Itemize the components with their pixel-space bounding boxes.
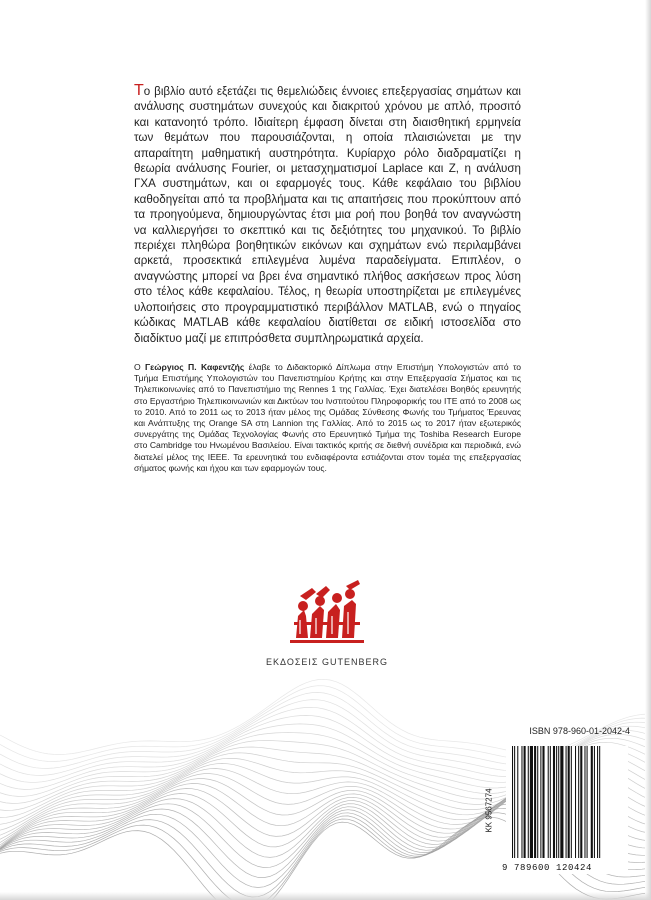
barcode-bar — [578, 746, 579, 858]
bottom-edge-shadow — [0, 892, 651, 900]
barcode-bar — [560, 746, 563, 858]
printing-press-emblem-icon — [286, 576, 368, 644]
barcode-bar — [528, 746, 529, 858]
barcode-bar — [568, 746, 570, 858]
barcode-bar — [558, 746, 559, 858]
barcode-bar — [542, 746, 544, 858]
barcode-bar — [571, 746, 572, 858]
barcode-bar — [591, 746, 593, 858]
author-bio — [134, 362, 521, 474]
barcode-bar — [521, 746, 522, 858]
kk-code: KK 9567274 — [484, 788, 494, 833]
bio-text: έλαβε το Διδακτορικό Δίπλωμα στην Επιστήμη Υπολογιστών από το Τμήμα Επιστήμης Υπολογιστών του Πανεπιστημίου Κρήτης και στην Επεξεργασία Σήματος και τις Τηλεπικοινωνίες από το Πανεπιστήμιο της Rennes 1 της Γαλλίας. Έχει διατελέσει Βοηθός ερευνητής στο Εργαστήριο Τηλεπικοινωνιών και Δικτύων του Ινστιτούτου Πληροφορικής του ΙΤΕ από το 2008 ως το 2010. Από το 2011 ως το 2013 ήταν μέλος της Ομάδας Σύνθεσης Φωνής του Τμήματος Έρευνας και Ανάπτυξης της Orange SA στη Lannion της Γαλλίας. Από το 2015 ως το 2017 ήταν εξωτερικός συνεργάτης της Ομάδας Τεχνολογίας Φωνής στο Ερευνητικό Τμήμα της Toshiba Research Europe στο Cambridge του Ηνωμένου Βασιλείου. Είναι τακτικός κριτής σε διεθνή συνέδρια και περιοδικά, ενώ διατελεί μέλος της IEEE. Τα ερευνητικά του ενδιαφέροντα εστιάζονται στον τομέα της επεξεργασίας σήματος φωνής και ήχου και των εφαρμογών τους. — [134, 362, 521, 473]
publisher-name: ΕΚΔΟΣΕΙΣ GUTENBERG — [266, 657, 388, 667]
barcode-bar — [587, 746, 588, 858]
barcode-icon — [506, 746, 628, 874]
barcode-bar — [580, 746, 582, 858]
barcode-bar — [566, 746, 567, 858]
barcode-bar — [524, 746, 526, 858]
barcode-bar — [553, 746, 555, 858]
barcode-bar — [575, 746, 576, 858]
barcode-digits: 9 789600 120424 — [502, 863, 593, 873]
barcode-bar — [584, 746, 585, 858]
barcode-bar — [514, 746, 515, 858]
barcode-bar — [548, 746, 549, 858]
blurb-text: ο βιβλίο αυτό εξετάζει τις θεμελιώδεις έννοιες επεξεργασίας σημάτων και ανάλυσης συστημάτων συνεχούς και διακριτού χρόνου με απλό, προσιτό και κατανοητό τρόπο. Ιδιαίτερη έμφαση δίνεται στη διαισθητική ερμηνεία των θεμάτων που παρουσιάζονται, η οποία πλαισιώνεται με την απαραίτητη μαθηματική αυστηρότητα. Κυρίαρχο ρόλο διαδραματίζει η θεωρία ανάλυσης Fourier, οι μετασχηματισμοί Laplace και Z, η ανάλυση ΓΧΑ συστημάτων, και οι εφαρμογές τους. Κάθε κεφάλαιο του βιβλίου καθοδηγείται από τα προβλήματα και τις απαιτήσεις που προκύπτουν από τα προηγούμενα, δημιουργώντας έτσι μια ροή που βοηθά τον αναγνώστη να καλλιεργήσει το σκεπτικό και τις δεξιότητες του μηχανικού. Το βιβλίο περιέχει πληθώρα βοηθητικών εικόνων και σχημάτων ενώ περιλαμβάνει αρκετά, προσεκτικά επιλεγμένα λυμένα παραδείγματα. Επιπλέον, ο αναγνώστης μπορεί να βρει ένα σημαντικό πλήθος ασκήσεων προς λύση στο τέλος κάθε κεφαλαίου. Τέλος, η θεωρία υποστηρίζεται με επιλεγμένες υλοποιήσεις στο προγραμματιστικό περιβάλλον MATLAB, ενώ ο πηγαίος κώδικας MATLAB κάθε κεφαλαίου διατίθεται σε ειδική ιστοσελίδα στο διαδίκτυο μαζί με επιπρόσθετα συμπληρωματικά αρχεία. — [134, 85, 521, 345]
barcode-bar — [540, 746, 541, 858]
bio-lead: Ο — [134, 362, 146, 372]
barcode-bar — [556, 746, 557, 858]
author-name: Γεώργιος Π. Καφεντζής — [145, 362, 245, 372]
dropcap-letter: Τ — [134, 82, 144, 99]
barcode-bar — [517, 746, 518, 858]
barcode-bar — [597, 746, 598, 858]
barcode-bar — [594, 746, 595, 858]
barcode-bar — [537, 746, 538, 858]
isbn-label: ISBN 978-960-01-2042-4 — [529, 726, 630, 736]
right-edge-shadow — [645, 0, 651, 900]
barcode-bar — [512, 746, 513, 858]
barcode-bar — [530, 746, 533, 858]
barcode-bar — [534, 746, 536, 858]
blurb-paragraph — [134, 84, 521, 346]
wave-line — [0, 679, 648, 754]
barcode-bar — [599, 746, 600, 858]
barcode-bar — [550, 746, 551, 858]
